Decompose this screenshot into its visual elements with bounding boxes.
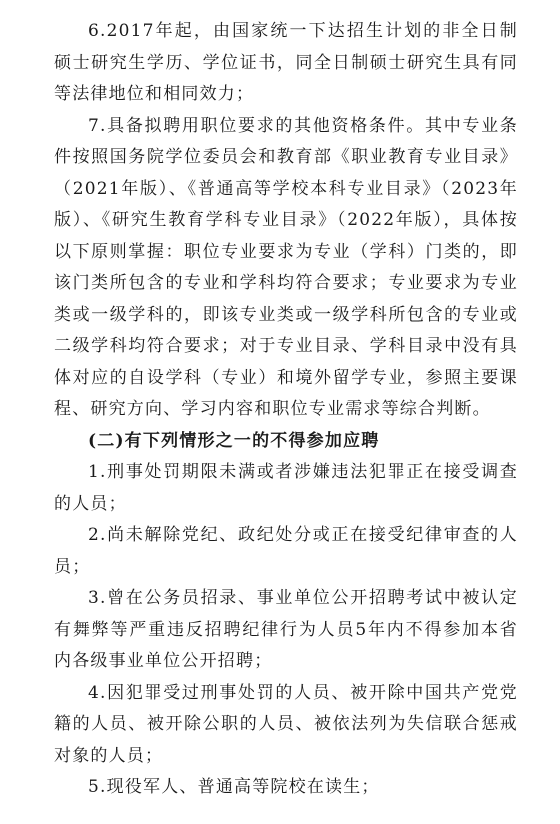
list-item-4: 4.因犯罪受过刑事处罚的人员、被开除中国共产党党籍的人员、被开除公职的人员、被依法列为失信联合惩戒对象的人员； [54, 682, 518, 766]
list-item-2: 2.尚未解除党纪、政纪处分或正在接受纪律审查的人员； [54, 525, 518, 577]
section-heading: (二)有下列情形之一的不得参加应聘 [88, 430, 380, 451]
paragraph-item-7: 7.具备拟聘用职位要求的其他资格条件。其中专业条件按照国务院学位委员会和教育部《职业教育专业目录》（2021年版）、《普通高等学校本科专业目录》（2023年版）、《研究生教育学科专业目录》（2022年版），具体按以下原则掌握：职位专业要求为专业（学科）门类的，即该门类所包含的专业和学科均符合要求；专业要求为专业类或一级学科的，即该专业类或一级学科所包含的专业或二级学科均符合要求；对于专业目录、学科目录中没有具体对应的自设学科（专业）和境外留学专业，参照主要课程、研究方向、学习内容和职位专业需求等综合判断。 [54, 115, 518, 419]
paragraph-item-6: 6.2017年起，由国家统一下达招生计划的非全日制硕士研究生学历、学位证书，同全日制硕士研究生具有同等法律地位和相同效力； [54, 21, 518, 104]
list-item-1: 1.刑事处罚期限未满或者涉嫌违法犯罪正在接受调查的人员； [54, 462, 518, 514]
list-item-5: 5.现役军人、普通高等院校在读生； [88, 777, 380, 797]
list-item-3: 3.曾在公务员招录、事业单位公开招聘考试中被认定有舞弊等严重违反招聘纪律行为人员5年内不得参加本省内各级事业单位公开招聘； [54, 588, 518, 671]
